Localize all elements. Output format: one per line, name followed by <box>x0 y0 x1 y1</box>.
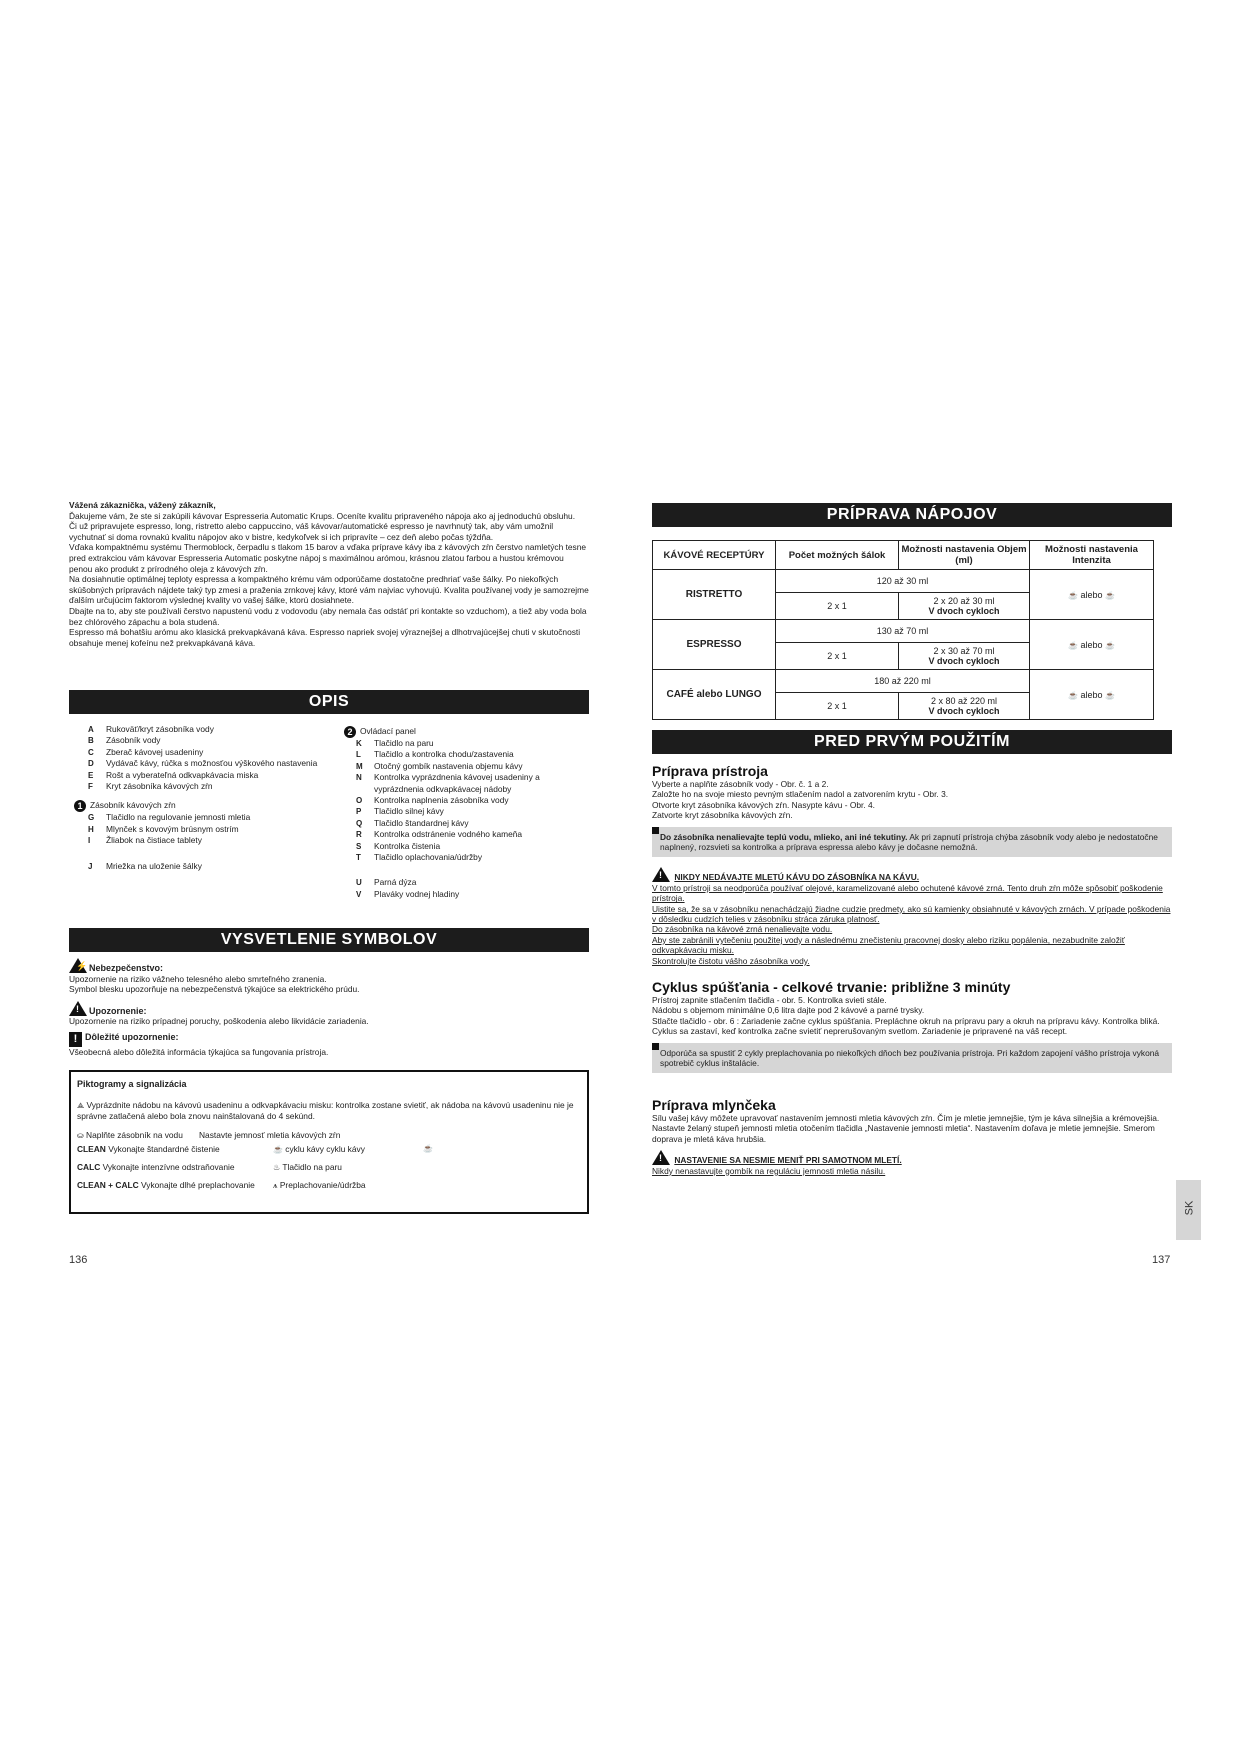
language-tab: SK <box>1176 1180 1201 1240</box>
desc-item: K Tlačidlo na paru <box>356 738 434 748</box>
desc-item: N Kontrolka vyprázdnenia kávovej usadeniny a vyprázdnenia odkvapkávacej nádoby <box>356 772 540 794</box>
note-marker-icon <box>652 827 659 834</box>
pictograms-box <box>69 1070 589 1214</box>
intro-paragraph: Na dosiahnutie optimálnej teploty espressa a kompaktného krému vám odporúčame dostatočne predhriať vaše šálky. Po niekoľkých skúšobných prípravách nájdete taký typ zmesi a praženia zrnkovej kávy, ktoré vám najviac vyhovujú. Kvalita používanej vody je samozrejme ďalším určujúcim faktorom výslednej kvality vo vašej šálke, ktorú dosiahnete. <box>69 574 589 606</box>
desc-item: H Mlynček s kovovým brúsnym ostrím <box>88 823 239 834</box>
strong-cup-icon: ☕ <box>1105 690 1115 700</box>
col-header: Počet možných šálok <box>776 541 899 570</box>
warning-line: Uistite sa, že sa v zásobníku nenachádzajú žiadne cudzie predmety, ako sú kamienky obsiahnuté v kávových zrnách. V prípade poškodenia v dôsledku cudzích telies v zásobníku stráca záruka platnosť. <box>652 903 1171 925</box>
intensity-cell: ☕ alebo ☕ <box>1030 620 1154 670</box>
table-header-row <box>653 541 1154 570</box>
cycle-line: Cyklus sa zastaví, keď kontrolka začne svietiť neprerušovaným svetlom. Zariadenie je pripravené na váš recept. <box>652 1026 1068 1037</box>
rinse-icon: ⩚ <box>273 1180 278 1190</box>
pictograms-title: Piktogramy a signalizácia <box>77 1079 187 1089</box>
intro-paragraph: Ďakujeme vám, že ste si zakúpili kávovar Espresseria Automatic Krups. Oceníte kvalitu pripraveného nápoja ako aj jednoduchú obsluhu. <box>69 510 576 521</box>
warning-line: Skontrolujte čistotu vášho zásobníka vody. <box>652 955 810 966</box>
prep-title: Príprava prístroja <box>652 763 768 779</box>
danger-text: Symbol blesku upozorňuje na nebezpečenstvá týkajúce sa elektrického prúdu. <box>69 984 360 995</box>
cup-icon: ☕ <box>1068 640 1078 650</box>
warning-text: Upozornenie na riziko prípadnej poruchy, poškodenia alebo likvidácie zariadenia. <box>69 1016 369 1027</box>
volume-range: 180 až 220 ml <box>776 670 1030 693</box>
intensity-cell: ☕ alebo ☕ <box>1030 670 1154 720</box>
strong-cup-icon: ☕ <box>1105 590 1115 600</box>
desc-item: I Žliabok na čistiace tablety <box>88 835 202 846</box>
table-row <box>653 670 1154 693</box>
desc-item: S Kontrolka čistenia <box>356 840 441 851</box>
volume-cell: 2 x 30 až 70 ml V dvoch cykloch <box>899 643 1030 670</box>
grinder-line: Sílu vašej kávy môžete upravovať nastavením jemnosti mletia kávových zŕn. Čím je mletie jemnejšie, tým je káva silnejšia a krémovejšia. Nastavte želaný stupeň jemnosti mletia otočením tlačidla „Nastavenie jemnosti mletia“. Nastavením doľava je mletie jemnejšie. Smerom doprava je mletá káva hrubšia. <box>652 1113 1160 1144</box>
warning-icon: ! <box>69 1001 87 1016</box>
rinse-label: Preplachovanie/údržba <box>279 1179 366 1190</box>
warning-heading: NASTAVENIE SA NESMIE MENIŤ PRI SAMOTNOM MLETÍ. <box>674 1155 902 1166</box>
description-col-1 <box>77 724 338 872</box>
cup-icon: ☕ <box>273 1145 283 1155</box>
warning-line: Do zásobníka na kávové zrná nenalievajte vodu. <box>652 924 833 935</box>
desc-item: R Kontrolka odstránenie vodného kameňa <box>356 829 523 840</box>
page-number: 137 <box>1152 1254 1171 1266</box>
intro-text <box>69 500 589 648</box>
table-row <box>653 570 1154 593</box>
warning-icon: ! <box>652 1150 670 1165</box>
warning-title: Upozornenie: <box>89 1005 147 1016</box>
calc-label: CALC <box>77 1161 101 1172</box>
beverage-table <box>652 540 1154 720</box>
cycle-section <box>652 980 1172 1073</box>
prep-line: Zatvorte kryt zásobníka kávových zŕn. <box>652 810 793 821</box>
water-tank-icon: ⛀ <box>77 1130 84 1140</box>
prep-line: Vyberte a naplňte zásobník vody - Obr. č. 1 a 2. <box>652 779 829 789</box>
intro-paragraph: Dbajte na to, aby ste používali čerstvo napustenú vodu z vodovodu (aby nemala čas odstáť pri kontakte so vzduchom), a tiež aby voda bola bez chlórového zápachu a bola studená. <box>69 605 587 627</box>
important-icon: ! <box>69 1032 82 1047</box>
intensity-cell: ☕ alebo ☕ <box>1030 570 1154 620</box>
cups-count: 2 x 1 <box>776 643 899 670</box>
group-1-heading: 1 Zásobník kávových zŕn <box>74 800 338 812</box>
cup-icon: ☕ <box>1068 690 1078 700</box>
recipe-name: ESPRESSO <box>653 620 776 670</box>
desc-item: C Zberač kávovej usadeniny <box>88 746 204 757</box>
cycle-line: Nádobu s objemom minimálne 0,6 litra dajte pod 2 kávové a parné trysky. <box>652 1005 925 1016</box>
note-marker-icon <box>652 1043 659 1050</box>
clean-calc-text: Vykonajte dlhé preplachovanie <box>140 1179 255 1190</box>
warning-line: Aby ste zabránili vytečeniu použitej vody a následnému znečisteniu pracovnej dosky alebo riziku popálenia, nezabudnite založiť odkvapkávaciu misku. <box>652 934 1125 956</box>
volume-cell: 2 x 80 až 220 ml V dvoch cykloch <box>899 693 1030 720</box>
desc-item: P Tlačidlo silnej kávy <box>356 806 444 817</box>
recipe-name: RISTRETTO <box>653 570 776 620</box>
volume-range: 130 až 70 ml <box>776 620 1030 643</box>
desc-item: A Rukoväť/kryt zásobníka vody <box>88 724 214 734</box>
desc-item: B Zásobník vody <box>88 735 161 746</box>
group-2-heading: 2 Ovládací panel <box>344 726 581 738</box>
volume-cell: 2 x 20 až 30 ml V dvoch cykloch <box>899 593 1030 620</box>
symbols-section <box>69 958 589 1058</box>
danger-text: Upozornenie na riziko vážneho telesného alebo smrteľného zranenia. <box>69 973 327 984</box>
desc-item: O Kontrolka naplnenia zásobníka vody <box>356 795 509 806</box>
grounds-container-icon: ⟁ <box>77 1100 85 1110</box>
desc-item: V Plaváky vodnej hladiny <box>356 888 460 899</box>
desc-item: U Parná dýza <box>356 877 417 888</box>
opis-header: OPIS <box>69 690 589 714</box>
intro-paragraph: Espresso má bohatšiu arómu ako klasická prekvapkávaná káva. Espresso napriek svojej výraznejšej a dlhotrvajúcejšej chuti v skutočnosti obsahuje menej kofeínu než prekvapkávaná káva. <box>69 627 581 648</box>
first-use-header: PRED PRVÝM POUŽITÍM <box>652 730 1172 754</box>
cups-count: 2 x 1 <box>776 593 899 620</box>
prep-note: Do zásobníka nenalievajte teplú vodu, mlieko, ani iné tekutiny. Ak pri zapnutí prístroja chýba zásobník vody alebo je nedostatočne naplnený, rozsvieti sa kontrolka a príprava espressa alebo kávy je dočasne nemožná. <box>652 827 1172 858</box>
volume-range: 120 až 30 ml <box>776 570 1030 593</box>
beverages-header: PRÍPRAVA NÁPOJOV <box>652 503 1172 527</box>
cup-label: cyklu kávy <box>285 1144 324 1155</box>
col-header: Možnosti nastavenia Objem (ml) <box>899 541 1030 570</box>
prep-line: Založte ho na svoje miesto pevným stlačením nadol a zatvorením krytu - Obr. 3. <box>652 789 949 800</box>
cups-count: 2 x 1 <box>776 693 899 720</box>
desc-item: T Tlačidlo oplachovania/údržby <box>356 852 483 863</box>
grinder-section <box>652 1098 1172 1176</box>
table-row <box>653 620 1154 643</box>
cup-icon: ☕ <box>1068 590 1078 600</box>
desc-item: E Rošt a vyberateľná odkvapkávacia miska <box>88 769 259 780</box>
page-number: 136 <box>69 1254 88 1266</box>
calc-text: Vykonajte intenzívne odstraňovanie <box>102 1161 235 1172</box>
prep-line: Otvorte kryt zásobníka kávových zŕn. Nasypte kávu - Obr. 4. <box>652 799 875 810</box>
clean-text: Vykonajte štandardné čistenie <box>108 1144 220 1155</box>
col-header: Možnosti nastavenia Intenzita <box>1030 541 1154 570</box>
prep-section <box>652 764 1172 966</box>
set-grind-label: Nastavte jemnosť mletia kávových zŕn <box>199 1129 341 1140</box>
recipe-name: CAFÉ alebo LUNGO <box>653 670 776 720</box>
cycle-title: Cyklus spúšťania - celkové trvanie: približne 3 minúty <box>652 979 1011 995</box>
grinder-title: Príprava mlynčeka <box>652 1097 776 1113</box>
col-header: KÁVOVÉ RECEPTÚRY <box>653 541 776 570</box>
warning-heading: NIKDY NEDÁVAJTE MLETÚ KÁVU DO ZÁSOBNÍKA NA KÁVU. <box>674 872 920 883</box>
salutation: Vážená zákaznička, vážený zákazník, <box>69 500 216 510</box>
desc-item: Q Tlačidlo štandardnej kávy <box>356 817 469 828</box>
warning-line: V tomto prístroji sa neodporúča používať olejové, karamelizované alebo ochutené kávové zrná. Tento druh zŕn môže spôsobiť poškodenie prístroja. <box>652 882 1163 904</box>
clean-calc-label: CLEAN + CALC <box>77 1179 139 1190</box>
description-col-2 <box>347 726 581 900</box>
intro-paragraph: Vďaka kompaktnému systému Thermoblock, čerpadlu s tlakom 15 barov a vďaka príprave kávy iba z kávových zŕn čerstvo namletých tesne pred extrakciou vám kávovar Espresseria Automatic poskytne nápoj s maximálnou arómou, krásnou zlatou farbou a hustou krémovou penou ako produkt z prírodného oleja z kávových zŕn. <box>69 542 587 574</box>
danger-icon: ⚡ <box>69 958 87 973</box>
intro-paragraph: Či už pripravujete espresso, long, ristretto alebo cappuccino, váš kávovar/automatické espresso je navrhnutý tak, aby vám umožnil vychutnať si doma rovnakú kvalitu nápojov ako v bistre, kedykoľvek si ich pripravíte – cez deň alebo počas týždňa. <box>69 521 554 542</box>
cycle-note: Odporúča sa spustiť 2 cykly preplachovania po niekoľkých dňoch bez používania prístroja. Pri každom zapojení vášho prístroja vykoná spotrebič cyklus inštalácie. <box>652 1043 1172 1074</box>
strong-cup-icon: ☕ <box>1105 640 1115 650</box>
double-cup-icon: ☕ <box>423 1144 433 1154</box>
fill-water-label: Naplňte zásobník na vodu <box>86 1129 183 1140</box>
steam-label: Tlačidlo na paru <box>282 1161 342 1172</box>
desc-item: L Tlačidlo a kontrolka chodu/zastavenia <box>356 749 514 760</box>
warning-icon: ! <box>652 867 670 882</box>
steam-icon: ♨ <box>273 1162 281 1172</box>
cycle-line: Prístroj zapnite stlačením tlačidla - obr. 5. Kontrolka svieti stále. <box>652 995 887 1005</box>
important-text: Všeobecná alebo dôležitá informácia týkajúca sa fungovania prístroja. <box>69 1046 329 1057</box>
important-title: Dôležité upozornenie: <box>85 1031 179 1042</box>
cycle-line: Stlačte tlačidlo - obr. 6 : Zariadenie začne cyklus spúšťania. Prepláchne okruh na prípravu pary a okruh na prípravu kávy. Kontrolka bliká. <box>652 1015 1160 1026</box>
cup-label: cyklu kávy <box>326 1144 365 1155</box>
warning-line: Nikdy nenastavujte gombík na reguláciu jemnosti mletia násilu. <box>652 1165 886 1176</box>
desc-item: J Mriežka na uloženie šálky <box>88 860 202 871</box>
symbols-header: VYSVETLENIE SYMBOLOV <box>69 928 589 952</box>
left-page <box>0 0 620 1754</box>
desc-item: D Vydávač kávy, rúčka s možnosťou výškového nastavenia <box>88 758 318 769</box>
pictogram-text: Vyprázdnite nádobu na kávovú usadeninu a odkvapkávaciu misku: kontrolka zostane svietiť, ak nádoba na kávovú usadeninu nie je správne zatlačená alebo bola znovu nainštalovaná do 4 sekúnd. <box>77 1099 574 1122</box>
danger-title: Nebezpečenstvo: <box>89 963 164 973</box>
desc-item: M Otočný gombík nastavenia objemu kávy <box>356 760 523 771</box>
desc-item: G Tlačidlo na regulovanie jemnosti mletia <box>88 812 251 823</box>
desc-item: F Kryt zásobníka kávových zŕn <box>88 781 213 792</box>
clean-label: CLEAN <box>77 1144 106 1155</box>
